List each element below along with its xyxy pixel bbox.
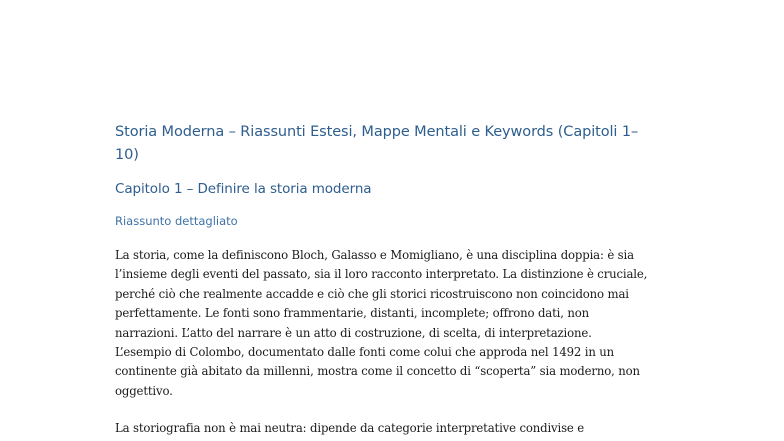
paragraph-2 [115,419,675,438]
paragraph-line: L’esempio di Colombo, documentato dalle fonti come colui che approda nel 1492 in un [115,345,615,360]
section-title: Riassunto dettagliato [115,214,238,228]
paragraph-line: oggettivo. [115,383,173,398]
paragraph-line: perché ciò che realmente accadde e ciò che gli storici ricostruiscono non coincidono mai [115,286,629,301]
paragraph-line: l’insieme degli eventi del passato, sia il loro racconto interpretato. La distinzione è cruciale, [115,267,648,282]
paragraph-line: La storiografia non è mai neutra: dipende da categorie interpretative condivise e [115,421,585,436]
document-body [115,121,675,439]
paragraph-line: narrazioni. L’atto del narrare è un atto di costruzione, di scelta, di interpretazione. [115,325,592,340]
document-title-line-1: Storia Moderna – Riassunti Estesi, Mappe Mentali e Keywords (Capitoli 1– [115,124,639,140]
paragraph-1 [115,246,675,401]
chapter-title: Capitolo 1 – Definire la storia moderna [115,181,372,197]
paragraph-line: continente già abitato da millenni, mostra come il concetto di “scoperta” sia moderno, non [115,364,640,379]
document-title-line-2: 10) [115,147,139,163]
document-title [115,121,675,167]
paragraph-line: La storia, come la definiscono Bloch, Galasso e Momigliano, è una disciplina doppia: è sia [115,248,634,262]
paragraph-line: perfettamente. Le fonti sono frammentarie, distanti, incomplete; offrono dati, non [115,306,590,321]
